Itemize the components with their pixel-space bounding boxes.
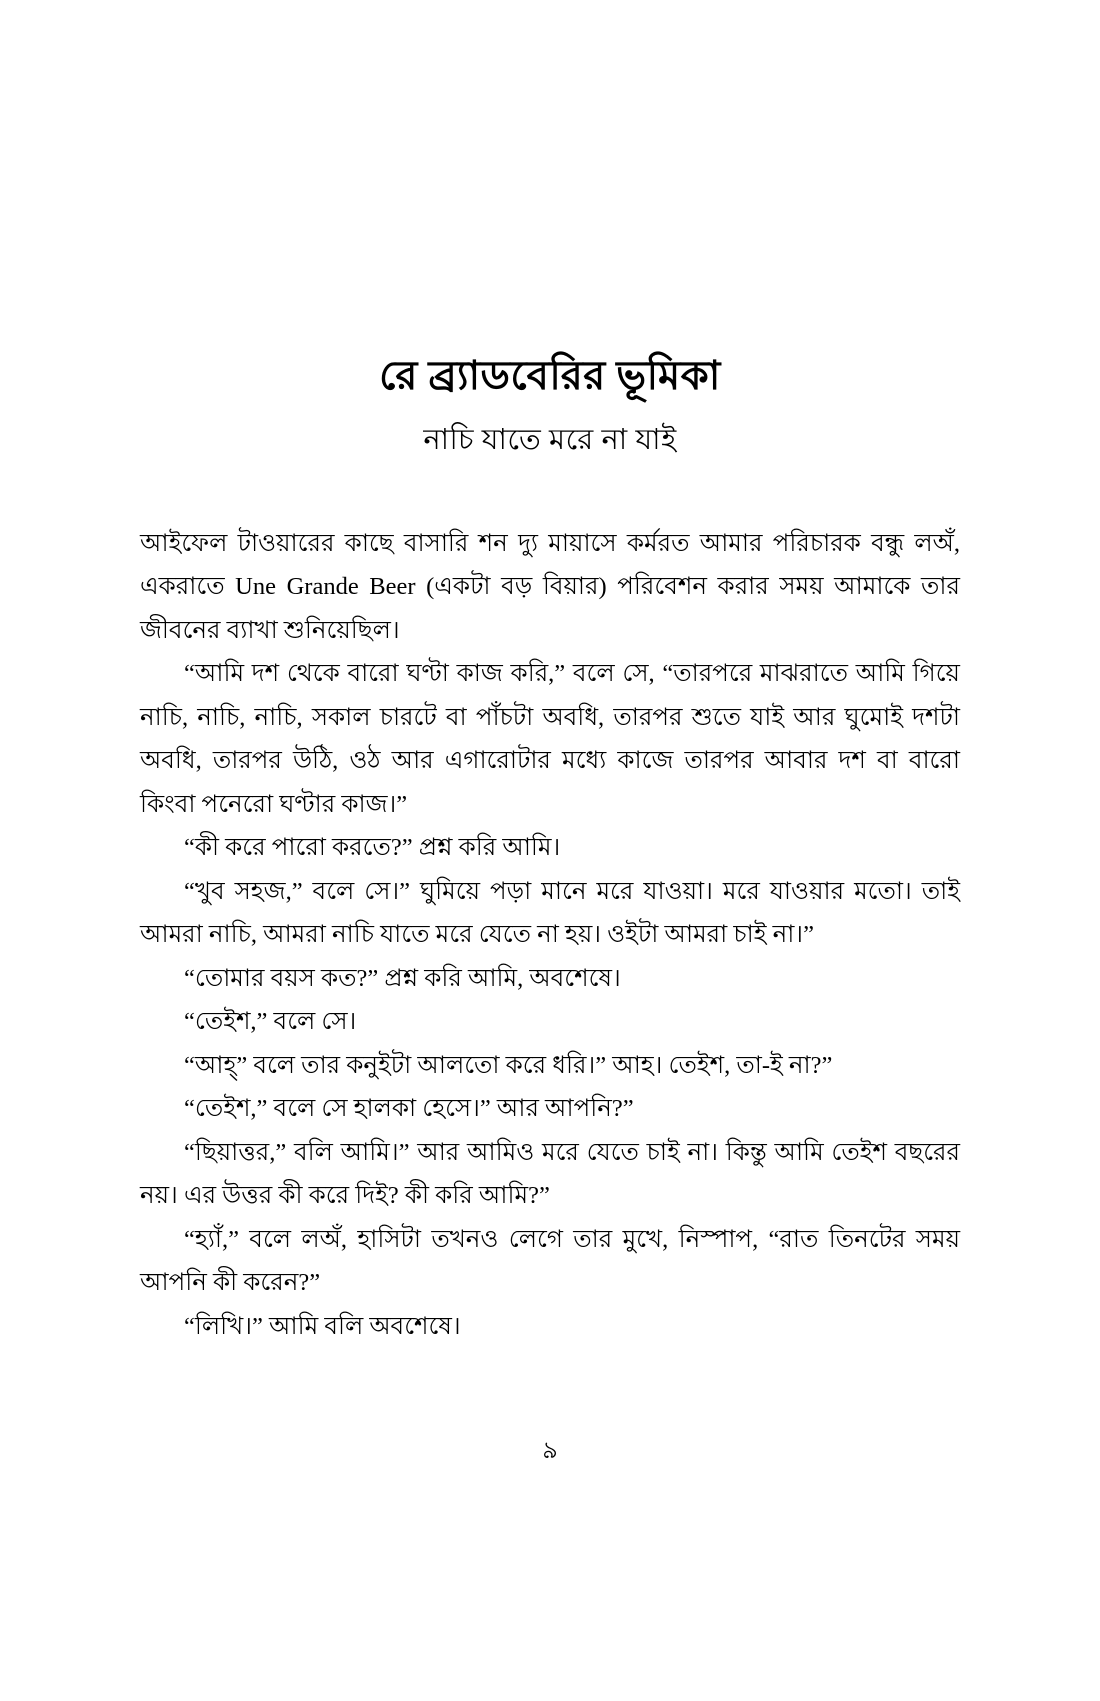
paragraph: “খুব সহজ,” বলে সে।” ঘুমিয়ে পড়া মানে মরে যাওয়া। মরে যাওয়ার মতো। তাই আমরা নাচি, আমরা নাচি যাতে মরে যেতে না হয়। ওইটা আমরা চাই না।” — [140, 877, 960, 949]
page-number: ৯ — [542, 1438, 558, 1464]
paragraph: “তেইশ,” বলে সে হালকা হেসে।” আর আপনি?” — [184, 1095, 634, 1123]
paragraph: “আমি দশ থেকে বারো ঘণ্টা কাজ করি,” বলে সে, “তারপরে মাঝরাতে আমি গিয়ে নাচি, নাচি, নাচি, সকাল চারটে বা পাঁচটা অবধি, তারপর শুতে যাই আর ঘুমোই দশটা অবধি, তারপর উঠি, ওঠ আর এগারোটার মধ্যে কাজে তারপর আবার দশ বা বারো কিংবা পনেরো ঘণ্টার কাজ।” — [140, 660, 960, 818]
paragraph: “তেইশ,” বলে সে। — [184, 1008, 357, 1036]
body-text — [140, 522, 960, 1349]
paragraph: “হ্যাঁ,” বলে লঅঁ, হাসিটা তখনও লেগে তার মুখে, নিস্পাপ, “রাত তিনটের সময় আপনি কী করেন?” — [140, 1225, 960, 1297]
page-title: রে ব্র্যাডবেরির ভূমিকা — [379, 353, 721, 398]
paragraph: “ছিয়াত্তর,” বলি আমি।” আর আমিও মরে যেতে চাই না। কিন্তু আমি তেইশ বছরের নয়। এর উত্তর কী করে দিই? কী করি আমি?” — [140, 1138, 960, 1210]
paragraph: “লিখি।” আমি বলি অবশেষে। — [184, 1312, 461, 1340]
paragraph: আইফেল টাওয়ারের কাছে বাসারি শন দ্যু মায়াসে কর্মরত আমার পরিচারক বন্ধু লঅঁ, একরাতে Une Grande Beer (একটা বড় বিয়ার) পরিবেশন করার সময় আমাকে তার জীবনের ব্যাখা শুনিয়েছিল। — [140, 529, 960, 644]
chapter-subtitle: নাচি যাতে মরে না যাই — [423, 424, 677, 457]
paragraph: “কী করে পারো করতে?” প্রশ্ন করি আমি। — [184, 834, 561, 862]
chapter-heading — [140, 352, 960, 458]
paragraph: “তোমার বয়স কত?” প্রশ্ন করি আমি, অবশেষে। — [184, 964, 621, 992]
paragraph: “আহ্” বলে তার কনুইটা আলতো করে ধরি।” আহ। তেইশ, তা-ই না?” — [184, 1051, 833, 1079]
